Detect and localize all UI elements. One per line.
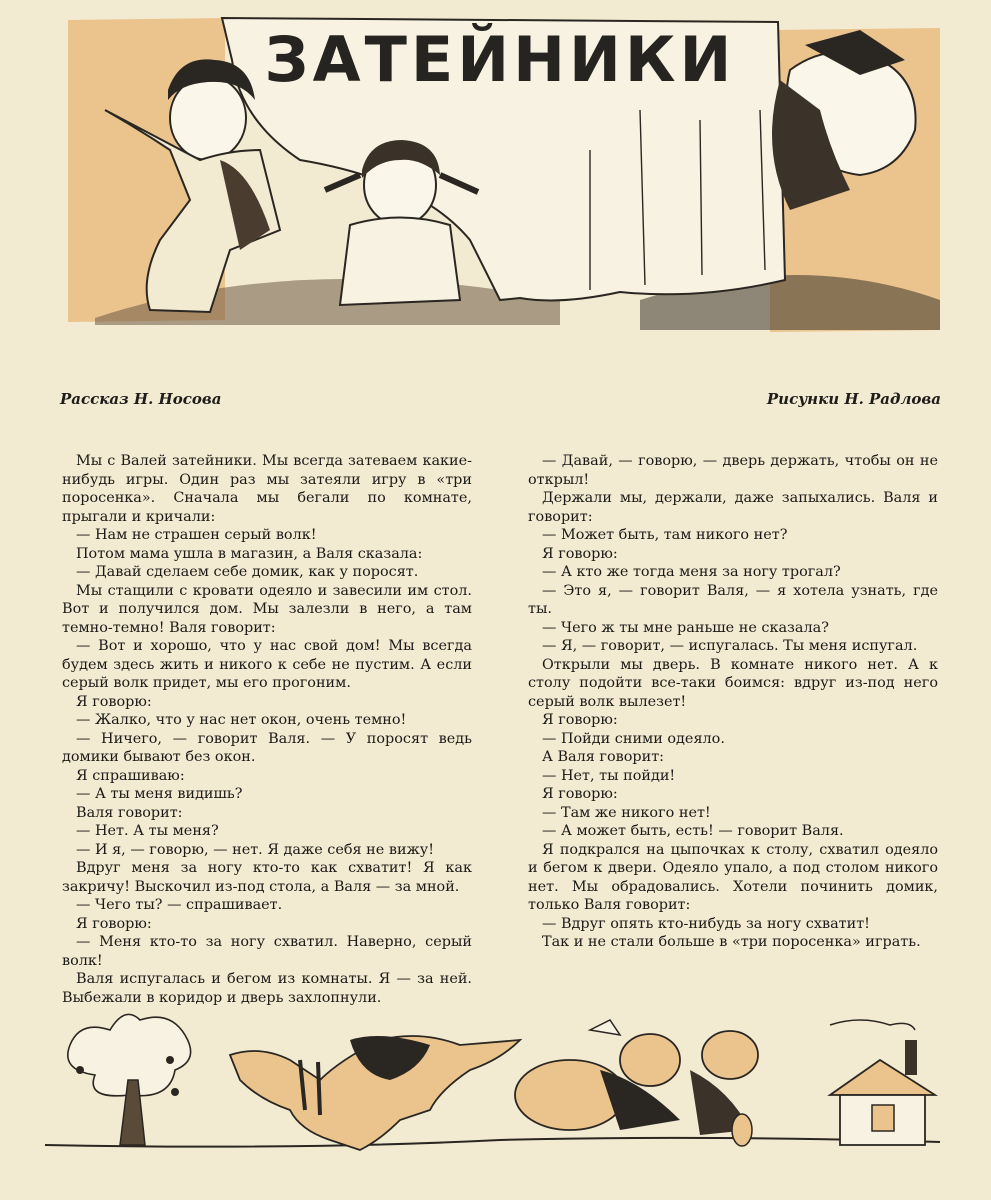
artist-credit: Рисунки Н. Радлова bbox=[766, 390, 941, 408]
paragraph: — А может быть, есть! — говорит Валя. bbox=[542, 823, 844, 839]
paragraph: Я говорю: bbox=[542, 786, 618, 802]
footer-illustration bbox=[0, 1000, 991, 1170]
paragraph: — Жалко, что у нас нет окон, очень темно! bbox=[76, 712, 407, 728]
paragraph: — А ты меня видишь? bbox=[76, 786, 243, 802]
paragraph: — А кто же тогда меня за ногу трогал? bbox=[542, 564, 841, 580]
paragraph: Я говорю: bbox=[542, 712, 618, 728]
paragraph: — Это я, — говорит Валя, — я хотела узнать, где ты. bbox=[528, 582, 938, 617]
paragraph: — Чего ты? — спрашивает. bbox=[76, 897, 283, 913]
paragraph: Потом мама ушла в магазин, а Валя сказала: bbox=[76, 545, 423, 562]
footer-illustration-drawing bbox=[0, 1000, 991, 1170]
paragraph: Я говорю: bbox=[76, 693, 152, 710]
page-title: ЗАТЕЙНИКИ bbox=[264, 22, 736, 96]
header-illustration bbox=[0, 0, 991, 340]
paragraph: — Ничего, — говорит Валя. — У поросят ведь домики бывают без окон. bbox=[62, 730, 472, 765]
paragraph: — Может быть, там никого нет? bbox=[542, 527, 788, 543]
paragraph: — Вдруг опять кто-нибудь за ногу схватит! bbox=[542, 915, 870, 932]
paragraph: — Давай сделаем себе домик, как у поросят. bbox=[76, 564, 419, 580]
paragraph: — И я, — говорю, — нет. Я даже себя не вижу! bbox=[76, 841, 435, 858]
title-banner bbox=[222, 18, 778, 100]
paragraph: — Нам не страшен серый волк! bbox=[76, 527, 317, 543]
story-column-left bbox=[62, 452, 472, 1007]
paragraph: — Давай, — говорю, — дверь держать, чтобы он не открыл! bbox=[528, 453, 938, 488]
paragraph: Открыли мы дверь. В комнате никого нет. А к столу подойти все-таки боимся: вдруг из-под него серый волк вылезет! bbox=[528, 656, 938, 710]
paragraph: — Вот и хорошо, что у нас свой дом! Мы всегда будем здесь жить и никого к себе не пустим. А если серый волк придет, мы его прогоним. bbox=[62, 638, 472, 691]
paragraph: Я спрашиваю: bbox=[76, 767, 185, 784]
paragraph: Валя испугалась и бегом из комнаты. Я — за ней. Выбежали в коридор и дверь захлопнули. bbox=[62, 971, 472, 1006]
paragraph: Держали мы, держали, даже запыхались. Валя и говорит: bbox=[528, 490, 938, 525]
paragraph: — Меня кто-то за ногу схватил. Наверно, серый волк! bbox=[62, 934, 472, 969]
paragraph: Я подкрался на цыпочках к столу, схватил одеяло и бегом к двери. Одеяло упало, а под столом никого нет. Мы обрадовались. Хотели починить домик, только Валя говорит: bbox=[528, 841, 938, 913]
paragraph: Валя говорит: bbox=[76, 804, 183, 821]
paragraph: Вдруг меня за ногу кто-то как схватит! Я как закричу! Выскочил из-под стола, а Валя — за мной. bbox=[62, 860, 472, 895]
paragraph: — Нет, ты пойди! bbox=[542, 767, 676, 784]
paragraph: Мы с Валей затейники. Мы всегда затеваем какие-нибудь игры. Один раз мы затеяли игру в «три поросенка». Сначала мы бегали по комнате, прыгали и кричали: bbox=[62, 453, 472, 525]
paragraph: А Валя говорит: bbox=[542, 749, 665, 765]
paragraph: Мы стащили с кровати одеяло и завесили им стол. Вот и получился дом. Мы залезли в него, а там темно-темно! Валя говорит: bbox=[62, 582, 472, 636]
author-credit: Рассказ Н. Носова bbox=[60, 390, 222, 408]
paragraph: Я говорю: bbox=[542, 545, 618, 562]
paragraph: — Чего ж ты мне раньше не сказала? bbox=[542, 619, 829, 636]
paragraph: — Там же никого нет! bbox=[542, 804, 711, 821]
paragraph: — Нет. А ты меня? bbox=[76, 823, 219, 839]
story-column-right bbox=[528, 452, 938, 952]
paragraph: — Пойди сними одеяло. bbox=[542, 730, 725, 747]
paragraph: Так и не стали больше в «три поросенка» играть. bbox=[542, 934, 921, 950]
paragraph: Я говорю: bbox=[76, 915, 152, 932]
paragraph: — Я, — говорит, — испугалась. Ты меня испугал. bbox=[542, 638, 918, 654]
